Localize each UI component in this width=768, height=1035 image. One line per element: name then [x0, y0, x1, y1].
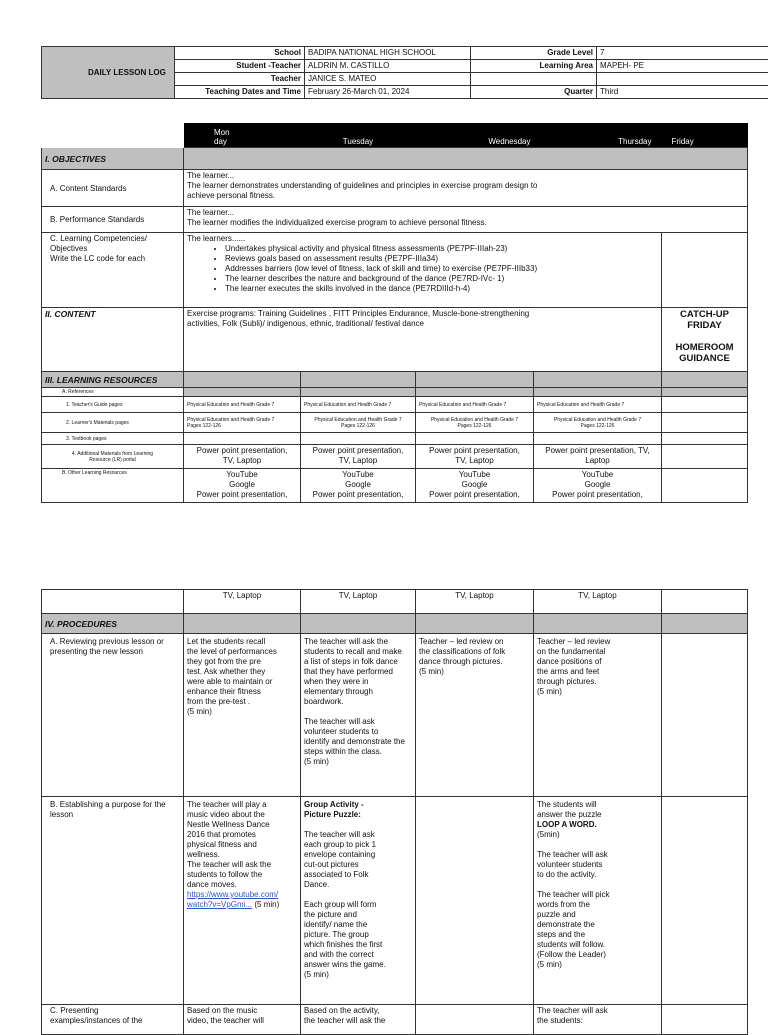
- procedure-b-thursday-text: (5min) The teacher will ask volunteer students to do the activity. The teacher will pick words from the puzzle and demonstrate the steps and the students will follow. (Follow the Leader) (5 min): [537, 830, 658, 970]
- band: [662, 614, 748, 634]
- day-monday: Mon day: [184, 123, 301, 148]
- lm-value: Physical Education and Health Grade 7 Pages 122-126: [184, 413, 301, 433]
- lm-value: Physical Education and Health Grade 7 Pages 122-126: [301, 413, 416, 433]
- performance-standards-label: B. Performance Standards: [42, 207, 184, 233]
- lesson-table-page1: [41, 122, 748, 503]
- cont-value: TV, Laptop: [416, 590, 534, 614]
- student-teacher-value: ALDRIN M. CASTILLO: [305, 60, 471, 73]
- procedure-b-thursday: [534, 797, 662, 1005]
- procedure-a-label: A. Reviewing previous lesson or presenting the new lesson: [42, 634, 184, 797]
- empty-cell: [534, 433, 662, 445]
- learning-area-value: MAPEH- PE: [597, 60, 768, 73]
- teacher-label: Teacher: [175, 73, 305, 86]
- procedures-title: IV. PROCEDURES: [42, 614, 184, 634]
- am-value: Power point presentation, TV, Laptop: [416, 445, 534, 469]
- additional-materials-label: 4. Additional Materials from Learning Resource (LR) portal: [42, 445, 184, 469]
- competencies-label: C. Learning Competencies/ Objectives Write the LC code for each: [42, 233, 184, 308]
- lm-value: Physical Education and Health Grade 7 Pages 122-126: [416, 413, 534, 433]
- content-text: Exercise programs: Training Guidelines , FITT Principles Endurance, Muscle-bone-strengthening activities, Folk (Subli)/ indigenous, ethnic, traditional/ festival dance: [184, 308, 662, 372]
- am-value: Power point presentation, TV, Laptop: [184, 445, 301, 469]
- content-standards-text: The learner... The learner demonstrates understanding of guidelines and principles in exercise program design to achieve personal fitness.: [184, 170, 748, 207]
- empty-cell: [662, 634, 748, 797]
- tg-value: Physical Education and Health Grade 7: [534, 397, 662, 413]
- procedure-b-monday: [184, 797, 301, 1005]
- header-table: [41, 46, 768, 99]
- procedure-a-tuesday: The teacher will ask the students to recall and make a list of steps in folk dance that they have performed when they were in elementary through boardwork. The teacher will ask volunteer students to identify and demonstrate the steps within the class. (5 min): [301, 634, 416, 797]
- quarter-value: Third: [597, 86, 768, 99]
- other-resources-label: B. Other Learning Resources: [42, 469, 184, 503]
- procedure-a-thursday: Teacher – led review on the fundamental dance positions of the arms and feet through pictures. (5 min): [534, 634, 662, 797]
- empty-cell: [184, 433, 301, 445]
- empty-label: [471, 73, 597, 86]
- band: [301, 372, 416, 388]
- am-value: Power point presentation, TV, Laptop: [534, 445, 662, 469]
- resources-title: III. LEARNING RESOURCES: [42, 372, 184, 388]
- empty-value: [597, 73, 768, 86]
- log-title: DAILY LESSON LOG: [42, 47, 175, 99]
- empty-cell: [416, 433, 534, 445]
- band: [534, 388, 662, 397]
- school-value: BADIPA NATIONAL HIGH SCHOOL: [305, 47, 471, 60]
- content-title: II. CONTENT: [42, 308, 184, 372]
- day-header-blank: [42, 123, 184, 148]
- dates-label: Teaching Dates and Time: [175, 86, 305, 99]
- learning-area-label: Learning Area: [471, 60, 597, 73]
- day-thursday: Thursday: [534, 123, 662, 148]
- catch-up-friday: CATCH-UP FRIDAY: [665, 309, 744, 331]
- empty-cell: [662, 413, 748, 433]
- grade-level-label: Grade Level: [471, 47, 597, 60]
- day-wednesday: Wednesday: [416, 123, 534, 148]
- tg-value: Physical Education and Health Grade 7: [184, 397, 301, 413]
- grade-level-value: 7: [597, 47, 768, 60]
- procedure-b-monday-time: (5 min): [252, 900, 279, 909]
- dates-value: February 26-March 01, 2024: [305, 86, 471, 99]
- youtube-link[interactable]: https://www.youtube.com/ watch?v=VpGmi...: [187, 890, 278, 909]
- procedure-b-tuesday-text: The teacher will ask each group to pick 1 envelope containing cut-out pictures associated to Folk Dance. Each group will form the picture and identify/ name the picture. The group which finishes the first and with the correct answer wins the game. (5 min): [304, 820, 412, 980]
- other-value: YouTube Google Power point presentation,: [416, 469, 534, 503]
- competency-item: • Reviews goals based on assessment results (PE7PF-IIIa34): [225, 254, 658, 264]
- band: [416, 388, 534, 397]
- band: [416, 614, 534, 634]
- empty-cell: [662, 797, 748, 1005]
- friday-cell: [662, 308, 748, 372]
- competencies-cell: [184, 233, 662, 308]
- empty-cell: [416, 797, 534, 1005]
- other-value: YouTube Google Power point presentation,: [534, 469, 662, 503]
- empty-cell: [662, 433, 748, 445]
- empty-cell: [662, 1005, 748, 1035]
- empty-cell: [662, 445, 748, 469]
- procedure-b-label: B. Establishing a purpose for the lesson: [42, 797, 184, 1005]
- learners-materials-label: 2. Learner's Materials pages: [42, 413, 184, 433]
- tg-value: Physical Education and Health Grade 7: [301, 397, 416, 413]
- band: [184, 614, 301, 634]
- procedure-a-wednesday: Teacher – led review on the classifications of folk dance through pictures. (5 min): [416, 634, 534, 797]
- quarter-label: Quarter: [471, 86, 597, 99]
- competency-item: • The learner describes the nature and background of the dance (PE7RD-IVc- 1): [225, 274, 658, 284]
- other-value: YouTube Google Power point presentation,: [301, 469, 416, 503]
- empty-cell: [301, 433, 416, 445]
- band: [534, 372, 662, 388]
- competency-item: • Addresses barriers (low level of fitness, lack of skill and time) to exercise (PE7PF-IIIb33): [225, 264, 658, 274]
- empty-cell: [662, 469, 748, 503]
- lesson-table-page2: [41, 589, 748, 1035]
- loop-a-word-heading: LOOP A WORD.: [537, 820, 658, 830]
- textbook-label: 3. Textbook pages: [42, 433, 184, 445]
- objectives-band: [184, 148, 748, 170]
- cont-value: TV, Laptop: [534, 590, 662, 614]
- other-value: YouTube Google Power point presentation,: [184, 469, 301, 503]
- picture-puzzle-heading: Picture Puzzle:: [304, 810, 412, 820]
- group-activity-heading: Group Activity -: [304, 800, 412, 810]
- procedure-a-monday: Let the students recall the level of performances they got from the pre test. Ask whether they were able to maintain or enhance their fitness from the pre-test . (5 min): [184, 634, 301, 797]
- day-tuesday: Tuesday: [301, 123, 416, 148]
- lm-value: Physical Education and Health Grade 7 Pages 122-126: [534, 413, 662, 433]
- school-label: School: [175, 47, 305, 60]
- band: [184, 388, 301, 397]
- procedure-c-label: C. Presenting examples/instances of the: [42, 1005, 184, 1035]
- empty-cell: [662, 397, 748, 413]
- procedure-c-monday: Based on the music video, the teacher will: [184, 1005, 301, 1035]
- band: [301, 614, 416, 634]
- band: [416, 372, 534, 388]
- teachers-guide-label: 1. Teacher's Guide pages: [42, 397, 184, 413]
- am-value: Power point presentation, TV, Laptop: [301, 445, 416, 469]
- empty-cell: [42, 590, 184, 614]
- student-teacher-label: Student -Teacher: [175, 60, 305, 73]
- band: [662, 388, 748, 397]
- day-friday: Friday: [662, 123, 748, 148]
- band: [184, 372, 301, 388]
- empty-cell: [662, 590, 748, 614]
- empty-cell: [416, 1005, 534, 1035]
- homeroom-guidance: HOMEROOM GUIDANCE: [665, 342, 744, 364]
- cont-value: TV, Laptop: [184, 590, 301, 614]
- procedure-b-monday-text: The teacher will play a music video about the Nestle Wellness Dance 2016 that promotes physical fitness and wellness. The teacher will ask the students to follow the dance moves.: [187, 800, 271, 889]
- cont-value: TV, Laptop: [301, 590, 416, 614]
- band: [301, 388, 416, 397]
- band: [662, 372, 748, 388]
- competencies-friday: [662, 233, 748, 308]
- procedure-b-tuesday: [301, 797, 416, 1005]
- content-standards-label: A. Content Standards: [42, 170, 184, 207]
- tg-value: Physical Education and Health Grade 7: [416, 397, 534, 413]
- objectives-title: I. OBJECTIVES: [42, 148, 184, 170]
- procedure-b-thursday-intro: The students will answer the puzzle: [537, 800, 658, 820]
- procedure-c-tuesday: Based on the activity, the teacher will ask the: [301, 1005, 416, 1035]
- competency-item: • Undertakes physical activity and physical fitness assessments (PE7PF-IIIah-23): [225, 244, 658, 254]
- competencies-intro: The learners......: [187, 234, 658, 244]
- band: [534, 614, 662, 634]
- performance-standards-text: The learner... The learner modifies the individualized exercise program to achieve personal fitness.: [184, 207, 748, 233]
- references-label: A. References: [42, 388, 184, 397]
- teacher-value: JANICE S. MATEO: [305, 73, 471, 86]
- competency-item: • The learner executes the skills involved in the dance (PE7RDIIId-h-4): [225, 284, 658, 294]
- procedure-c-thursday: The teacher will ask the students:: [534, 1005, 662, 1035]
